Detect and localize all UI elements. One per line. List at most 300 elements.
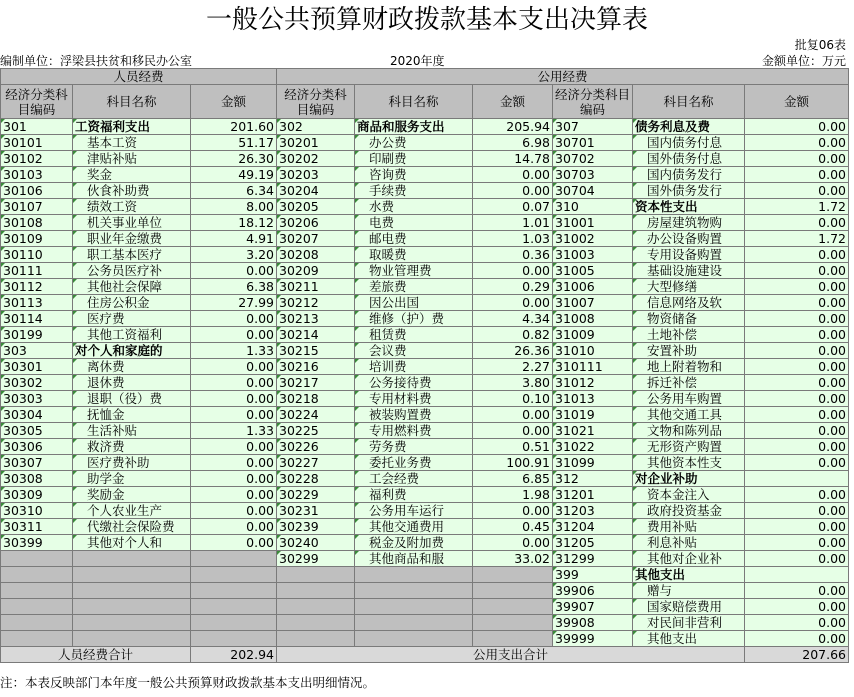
name-cell: 公务接待费 bbox=[355, 375, 473, 391]
code-cell: 30301 bbox=[1, 359, 73, 375]
code-cell: 30304 bbox=[1, 407, 73, 423]
name-cell: 对个人和家庭的 bbox=[73, 343, 191, 359]
amount-cell: 0.00 bbox=[745, 247, 849, 263]
table-row bbox=[1, 391, 849, 407]
amount-cell: 0.00 bbox=[191, 327, 277, 343]
code-cell: 30102 bbox=[1, 151, 73, 167]
code-cell: 30202 bbox=[277, 151, 355, 167]
col-name-header: 科目名称 bbox=[633, 85, 745, 119]
name-cell: 赠与 bbox=[633, 583, 745, 599]
code-cell: 30214 bbox=[277, 327, 355, 343]
name-cell: 代缴社会保险费 bbox=[73, 519, 191, 535]
amount-cell: 0.00 bbox=[745, 311, 849, 327]
amount-cell: 1.03 bbox=[473, 231, 553, 247]
code-cell: 30307 bbox=[1, 455, 73, 471]
amount-cell: 0.00 bbox=[745, 263, 849, 279]
col-name-header: 科目名称 bbox=[73, 85, 191, 119]
name-cell: 其他商品和服 bbox=[355, 551, 473, 567]
amount-cell bbox=[473, 615, 553, 631]
table-row bbox=[1, 215, 849, 231]
name-cell: 印刷费 bbox=[355, 151, 473, 167]
amount-cell: 1.72 bbox=[745, 199, 849, 215]
code-cell: 30306 bbox=[1, 439, 73, 455]
name-cell: 办公费 bbox=[355, 135, 473, 151]
amount-cell: 0.00 bbox=[191, 375, 277, 391]
name-cell: 国外债务发行 bbox=[633, 183, 745, 199]
name-cell: 基本工资 bbox=[73, 135, 191, 151]
code-cell bbox=[1, 599, 73, 615]
code-cell: 30205 bbox=[277, 199, 355, 215]
report-title: 一般公共预算财政拨款基本支出决算表 bbox=[205, 5, 648, 35]
amount-cell: 18.12 bbox=[191, 215, 277, 231]
col-amount-header: 金额 bbox=[191, 85, 277, 119]
code-cell: 30110 bbox=[1, 247, 73, 263]
code-cell bbox=[1, 551, 73, 567]
amount-cell: 26.36 bbox=[473, 343, 553, 359]
name-cell: 国家赔偿费用 bbox=[633, 599, 745, 615]
table-row bbox=[1, 231, 849, 247]
code-cell: 30309 bbox=[1, 487, 73, 503]
amount-cell bbox=[191, 631, 277, 647]
table-row bbox=[1, 503, 849, 519]
name-cell: 对民间非营利 bbox=[633, 615, 745, 631]
name-cell: 水费 bbox=[355, 199, 473, 215]
table-row bbox=[1, 183, 849, 199]
name-cell: 差旅费 bbox=[355, 279, 473, 295]
col-code-header: 经济分类科目编码 bbox=[553, 85, 633, 119]
code-cell: 30112 bbox=[1, 279, 73, 295]
name-cell: 土地补偿 bbox=[633, 327, 745, 343]
name-cell bbox=[73, 567, 191, 583]
table-row bbox=[1, 407, 849, 423]
amount-cell: 1.33 bbox=[191, 343, 277, 359]
table-row bbox=[1, 551, 849, 567]
amount-cell: 0.00 bbox=[473, 407, 553, 423]
code-cell: 31005 bbox=[553, 263, 633, 279]
code-cell: 30302 bbox=[1, 375, 73, 391]
table-row bbox=[1, 327, 849, 343]
code-cell bbox=[1, 615, 73, 631]
code-cell bbox=[277, 583, 355, 599]
name-cell: 办公设备购置 bbox=[633, 231, 745, 247]
name-cell: 公务用车运行 bbox=[355, 503, 473, 519]
code-cell: 310111 bbox=[553, 359, 633, 375]
amount-cell: 3.20 bbox=[191, 247, 277, 263]
name-cell: 会议费 bbox=[355, 343, 473, 359]
amount-cell: 14.78 bbox=[473, 151, 553, 167]
amount-cell: 49.19 bbox=[191, 167, 277, 183]
code-cell: 30109 bbox=[1, 231, 73, 247]
name-cell: 伙食补助费 bbox=[73, 183, 191, 199]
amount-cell: 201.60 bbox=[191, 119, 277, 135]
code-cell: 30226 bbox=[277, 439, 355, 455]
col-name-header: 科目名称 bbox=[355, 85, 473, 119]
amount-cell: 0.07 bbox=[473, 199, 553, 215]
amount-cell: 0.00 bbox=[473, 263, 553, 279]
code-cell: 30239 bbox=[277, 519, 355, 535]
code-cell: 31299 bbox=[553, 551, 633, 567]
code-cell: 30208 bbox=[277, 247, 355, 263]
name-cell: 咨询费 bbox=[355, 167, 473, 183]
name-cell: 取暖费 bbox=[355, 247, 473, 263]
amount-cell: 0.00 bbox=[745, 423, 849, 439]
amount-cell: 0.00 bbox=[745, 167, 849, 183]
amount-cell: 0.36 bbox=[473, 247, 553, 263]
amount-cell: 0.00 bbox=[745, 279, 849, 295]
amount-cell: 1.01 bbox=[473, 215, 553, 231]
amount-cell: 0.00 bbox=[745, 215, 849, 231]
name-cell: 无形资产购置 bbox=[633, 439, 745, 455]
table-row bbox=[1, 295, 849, 311]
amount-cell: 0.00 bbox=[745, 375, 849, 391]
currency-unit: 金额单位：万元 bbox=[761, 54, 846, 68]
amount-cell bbox=[473, 567, 553, 583]
table-row bbox=[1, 263, 849, 279]
code-cell: 30209 bbox=[277, 263, 355, 279]
code-cell: 30310 bbox=[1, 503, 73, 519]
amount-cell: 0.00 bbox=[473, 167, 553, 183]
name-cell: 资本性支出 bbox=[633, 199, 745, 215]
amount-cell: 4.34 bbox=[473, 311, 553, 327]
col-code-header: 经济分类科目编码 bbox=[1, 85, 73, 119]
name-cell: 利息补贴 bbox=[633, 535, 745, 551]
amount-cell: 3.80 bbox=[473, 375, 553, 391]
code-cell: 30308 bbox=[1, 471, 73, 487]
name-cell bbox=[73, 615, 191, 631]
code-cell: 31007 bbox=[553, 295, 633, 311]
footnote: 注：本表反映部门本年度一般公共预算财政拨款基本支出明细情况。 bbox=[0, 675, 376, 690]
amount-cell: 0.00 bbox=[191, 503, 277, 519]
code-cell: 30216 bbox=[277, 359, 355, 375]
table-row bbox=[1, 599, 849, 615]
code-cell: 30240 bbox=[277, 535, 355, 551]
table-row bbox=[1, 487, 849, 503]
expenditure-table bbox=[0, 68, 849, 663]
amount-cell bbox=[191, 615, 277, 631]
amount-cell bbox=[191, 567, 277, 583]
name-cell: 费用补贴 bbox=[633, 519, 745, 535]
amount-cell: 27.99 bbox=[191, 295, 277, 311]
code-cell: 31205 bbox=[553, 535, 633, 551]
code-cell: 30303 bbox=[1, 391, 73, 407]
name-cell: 住房公积金 bbox=[73, 295, 191, 311]
amount-cell: 205.94 bbox=[473, 119, 553, 135]
amount-cell: 0.29 bbox=[473, 279, 553, 295]
amount-cell: 8.00 bbox=[191, 199, 277, 215]
code-cell: 302 bbox=[277, 119, 355, 135]
name-cell: 债务利息及费 bbox=[633, 119, 745, 135]
name-cell: 国内债务付息 bbox=[633, 135, 745, 151]
name-cell bbox=[355, 567, 473, 583]
name-cell: 奖金 bbox=[73, 167, 191, 183]
code-cell: 30106 bbox=[1, 183, 73, 199]
table-row bbox=[1, 423, 849, 439]
name-cell bbox=[355, 599, 473, 615]
name-cell: 基础设施建设 bbox=[633, 263, 745, 279]
code-cell: 30229 bbox=[277, 487, 355, 503]
name-cell bbox=[73, 583, 191, 599]
code-cell: 30107 bbox=[1, 199, 73, 215]
personnel-total-value: 202.94 bbox=[191, 647, 277, 663]
name-cell: 工资福利支出 bbox=[73, 119, 191, 135]
public-header: 公用经费 bbox=[277, 69, 849, 85]
code-cell: 30217 bbox=[277, 375, 355, 391]
code-cell: 31204 bbox=[553, 519, 633, 535]
reporting-unit: 编制单位：浮梁县扶贫和移民办公室 bbox=[0, 54, 193, 68]
name-cell: 邮电费 bbox=[355, 231, 473, 247]
amount-cell: 0.00 bbox=[745, 455, 849, 471]
code-cell bbox=[277, 567, 355, 583]
amount-cell: 0.00 bbox=[191, 519, 277, 535]
code-cell: 31006 bbox=[553, 279, 633, 295]
code-cell: 30701 bbox=[553, 135, 633, 151]
code-cell: 30399 bbox=[1, 535, 73, 551]
name-cell: 津贴补贴 bbox=[73, 151, 191, 167]
name-cell: 其他支出 bbox=[633, 567, 745, 583]
name-cell: 国外债务付息 bbox=[633, 151, 745, 167]
code-cell: 31002 bbox=[553, 231, 633, 247]
name-cell: 专用燃料费 bbox=[355, 423, 473, 439]
amount-cell: 0.00 bbox=[745, 487, 849, 503]
code-cell: 30228 bbox=[277, 471, 355, 487]
code-cell: 30108 bbox=[1, 215, 73, 231]
col-amount-header: 金额 bbox=[473, 85, 553, 119]
code-cell: 30702 bbox=[553, 151, 633, 167]
amount-cell: 0.00 bbox=[745, 599, 849, 615]
code-cell: 30199 bbox=[1, 327, 73, 343]
amount-cell: 0.00 bbox=[191, 471, 277, 487]
name-cell: 商品和服务支出 bbox=[355, 119, 473, 135]
name-cell: 助学金 bbox=[73, 471, 191, 487]
amount-cell: 0.00 bbox=[745, 343, 849, 359]
amount-cell: 0.00 bbox=[745, 119, 849, 135]
code-cell: 31013 bbox=[553, 391, 633, 407]
name-cell: 委托业务费 bbox=[355, 455, 473, 471]
code-cell: 30111 bbox=[1, 263, 73, 279]
amount-cell: 0.00 bbox=[191, 359, 277, 375]
amount-cell: 100.91 bbox=[473, 455, 553, 471]
code-cell: 30103 bbox=[1, 167, 73, 183]
name-cell: 退休费 bbox=[73, 375, 191, 391]
amount-cell bbox=[745, 471, 849, 487]
code-cell: 30299 bbox=[277, 551, 355, 567]
code-cell: 30206 bbox=[277, 215, 355, 231]
code-cell: 30231 bbox=[277, 503, 355, 519]
code-cell: 307 bbox=[553, 119, 633, 135]
amount-cell: 0.00 bbox=[745, 327, 849, 343]
name-cell: 职工基本医疗 bbox=[73, 247, 191, 263]
code-cell: 31003 bbox=[553, 247, 633, 263]
personnel-total-label: 人员经费合计 bbox=[1, 647, 191, 663]
code-cell: 399 bbox=[553, 567, 633, 583]
amount-cell: 0.00 bbox=[745, 535, 849, 551]
code-cell: 39999 bbox=[553, 631, 633, 647]
code-cell: 30703 bbox=[553, 167, 633, 183]
name-cell: 政府投资基金 bbox=[633, 503, 745, 519]
code-cell: 30207 bbox=[277, 231, 355, 247]
amount-cell: 0.00 bbox=[745, 503, 849, 519]
code-cell: 31001 bbox=[553, 215, 633, 231]
name-cell bbox=[73, 551, 191, 567]
amount-cell bbox=[191, 599, 277, 615]
code-cell: 30311 bbox=[1, 519, 73, 535]
amount-cell: 1.72 bbox=[745, 231, 849, 247]
name-cell: 拆迁补偿 bbox=[633, 375, 745, 391]
name-cell: 文物和陈列品 bbox=[633, 423, 745, 439]
code-cell: 30204 bbox=[277, 183, 355, 199]
code-cell: 30224 bbox=[277, 407, 355, 423]
name-cell: 公务用车购置 bbox=[633, 391, 745, 407]
table-row bbox=[1, 119, 849, 135]
amount-cell bbox=[191, 551, 277, 567]
code-cell: 39906 bbox=[553, 583, 633, 599]
table-row bbox=[1, 135, 849, 151]
code-cell: 30215 bbox=[277, 343, 355, 359]
table-row bbox=[1, 471, 849, 487]
name-cell: 职业年金缴费 bbox=[73, 231, 191, 247]
code-cell: 30203 bbox=[277, 167, 355, 183]
table-row bbox=[1, 455, 849, 471]
code-cell: 39907 bbox=[553, 599, 633, 615]
code-cell: 31203 bbox=[553, 503, 633, 519]
table-row bbox=[1, 631, 849, 647]
amount-cell: 6.98 bbox=[473, 135, 553, 151]
amount-cell bbox=[473, 631, 553, 647]
amount-cell: 0.51 bbox=[473, 439, 553, 455]
amount-cell: 0.00 bbox=[745, 359, 849, 375]
table-row bbox=[1, 375, 849, 391]
code-cell: 310 bbox=[553, 199, 633, 215]
amount-cell: 0.00 bbox=[745, 615, 849, 631]
name-cell: 国内债务发行 bbox=[633, 167, 745, 183]
name-cell: 公务员医疗补 bbox=[73, 263, 191, 279]
code-cell: 31019 bbox=[553, 407, 633, 423]
code-cell bbox=[1, 631, 73, 647]
name-cell bbox=[73, 631, 191, 647]
amount-cell: 0.00 bbox=[745, 631, 849, 647]
amount-cell: 0.00 bbox=[745, 439, 849, 455]
col-amount-header: 金额 bbox=[745, 85, 849, 119]
name-cell bbox=[355, 615, 473, 631]
name-cell: 对企业补助 bbox=[633, 471, 745, 487]
name-cell: 绩效工资 bbox=[73, 199, 191, 215]
code-cell: 31099 bbox=[553, 455, 633, 471]
name-cell: 物资储备 bbox=[633, 311, 745, 327]
amount-cell bbox=[473, 599, 553, 615]
name-cell: 其他交通工具 bbox=[633, 407, 745, 423]
name-cell: 奖励金 bbox=[73, 487, 191, 503]
amount-cell: 0.00 bbox=[473, 295, 553, 311]
personnel-header: 人员经费 bbox=[1, 69, 277, 85]
name-cell: 地上附着物和 bbox=[633, 359, 745, 375]
name-cell bbox=[73, 599, 191, 615]
name-cell: 工会经费 bbox=[355, 471, 473, 487]
name-cell: 手续费 bbox=[355, 183, 473, 199]
name-cell: 福利费 bbox=[355, 487, 473, 503]
amount-cell: 0.00 bbox=[473, 535, 553, 551]
name-cell bbox=[355, 631, 473, 647]
public-total-label: 公用支出合计 bbox=[277, 647, 745, 663]
amount-cell: 0.00 bbox=[191, 535, 277, 551]
name-cell: 资本金注入 bbox=[633, 487, 745, 503]
code-cell: 31008 bbox=[553, 311, 633, 327]
code-cell: 30704 bbox=[553, 183, 633, 199]
amount-cell: 0.00 bbox=[473, 503, 553, 519]
name-cell: 劳务费 bbox=[355, 439, 473, 455]
name-cell: 因公出国 bbox=[355, 295, 473, 311]
name-cell: 大型修缮 bbox=[633, 279, 745, 295]
amount-cell: 0.00 bbox=[745, 551, 849, 567]
code-cell: 30227 bbox=[277, 455, 355, 471]
name-cell: 其他工资福利 bbox=[73, 327, 191, 343]
table-row bbox=[1, 535, 849, 551]
name-cell: 税金及附加费 bbox=[355, 535, 473, 551]
code-cell: 30305 bbox=[1, 423, 73, 439]
col-code-header: 经济分类科目编码 bbox=[277, 85, 355, 119]
amount-cell: 0.00 bbox=[745, 519, 849, 535]
name-cell: 专用设备购置 bbox=[633, 247, 745, 263]
code-cell: 31201 bbox=[553, 487, 633, 503]
name-cell: 个人农业生产 bbox=[73, 503, 191, 519]
name-cell: 物业管理费 bbox=[355, 263, 473, 279]
table-row bbox=[1, 167, 849, 183]
code-cell bbox=[277, 631, 355, 647]
amount-cell: 0.00 bbox=[191, 487, 277, 503]
table-row bbox=[1, 199, 849, 215]
totals-row bbox=[1, 647, 849, 663]
amount-cell: 0.00 bbox=[745, 183, 849, 199]
code-cell: 30213 bbox=[277, 311, 355, 327]
amount-cell: 0.00 bbox=[473, 423, 553, 439]
code-cell: 31021 bbox=[553, 423, 633, 439]
table-row bbox=[1, 279, 849, 295]
amount-cell: 0.00 bbox=[745, 151, 849, 167]
code-cell: 30218 bbox=[277, 391, 355, 407]
code-cell: 301 bbox=[1, 119, 73, 135]
name-cell: 专用材料费 bbox=[355, 391, 473, 407]
name-cell: 生活补贴 bbox=[73, 423, 191, 439]
code-cell: 31022 bbox=[553, 439, 633, 455]
name-cell: 离休费 bbox=[73, 359, 191, 375]
code-cell: 30113 bbox=[1, 295, 73, 311]
table-row bbox=[1, 151, 849, 167]
amount-cell: 0.00 bbox=[745, 391, 849, 407]
amount-cell: 0.82 bbox=[473, 327, 553, 343]
amount-cell: 0.00 bbox=[745, 407, 849, 423]
name-cell: 电费 bbox=[355, 215, 473, 231]
report-year: 2020年度 bbox=[390, 54, 445, 68]
code-cell: 30101 bbox=[1, 135, 73, 151]
table-row bbox=[1, 615, 849, 631]
code-cell: 30114 bbox=[1, 311, 73, 327]
name-cell: 医疗费补助 bbox=[73, 455, 191, 471]
code-cell: 30225 bbox=[277, 423, 355, 439]
amount-cell: 33.02 bbox=[473, 551, 553, 567]
name-cell: 其他交通费用 bbox=[355, 519, 473, 535]
table-row bbox=[1, 519, 849, 535]
table-row bbox=[1, 583, 849, 599]
amount-cell: 4.91 bbox=[191, 231, 277, 247]
code-cell: 39908 bbox=[553, 615, 633, 631]
amount-cell: 6.34 bbox=[191, 183, 277, 199]
code-cell bbox=[277, 615, 355, 631]
amount-cell: 6.38 bbox=[191, 279, 277, 295]
name-cell: 医疗费 bbox=[73, 311, 191, 327]
name-cell: 信息网络及软 bbox=[633, 295, 745, 311]
amount-cell: 0.00 bbox=[191, 407, 277, 423]
table-row bbox=[1, 359, 849, 375]
table-row bbox=[1, 567, 849, 583]
